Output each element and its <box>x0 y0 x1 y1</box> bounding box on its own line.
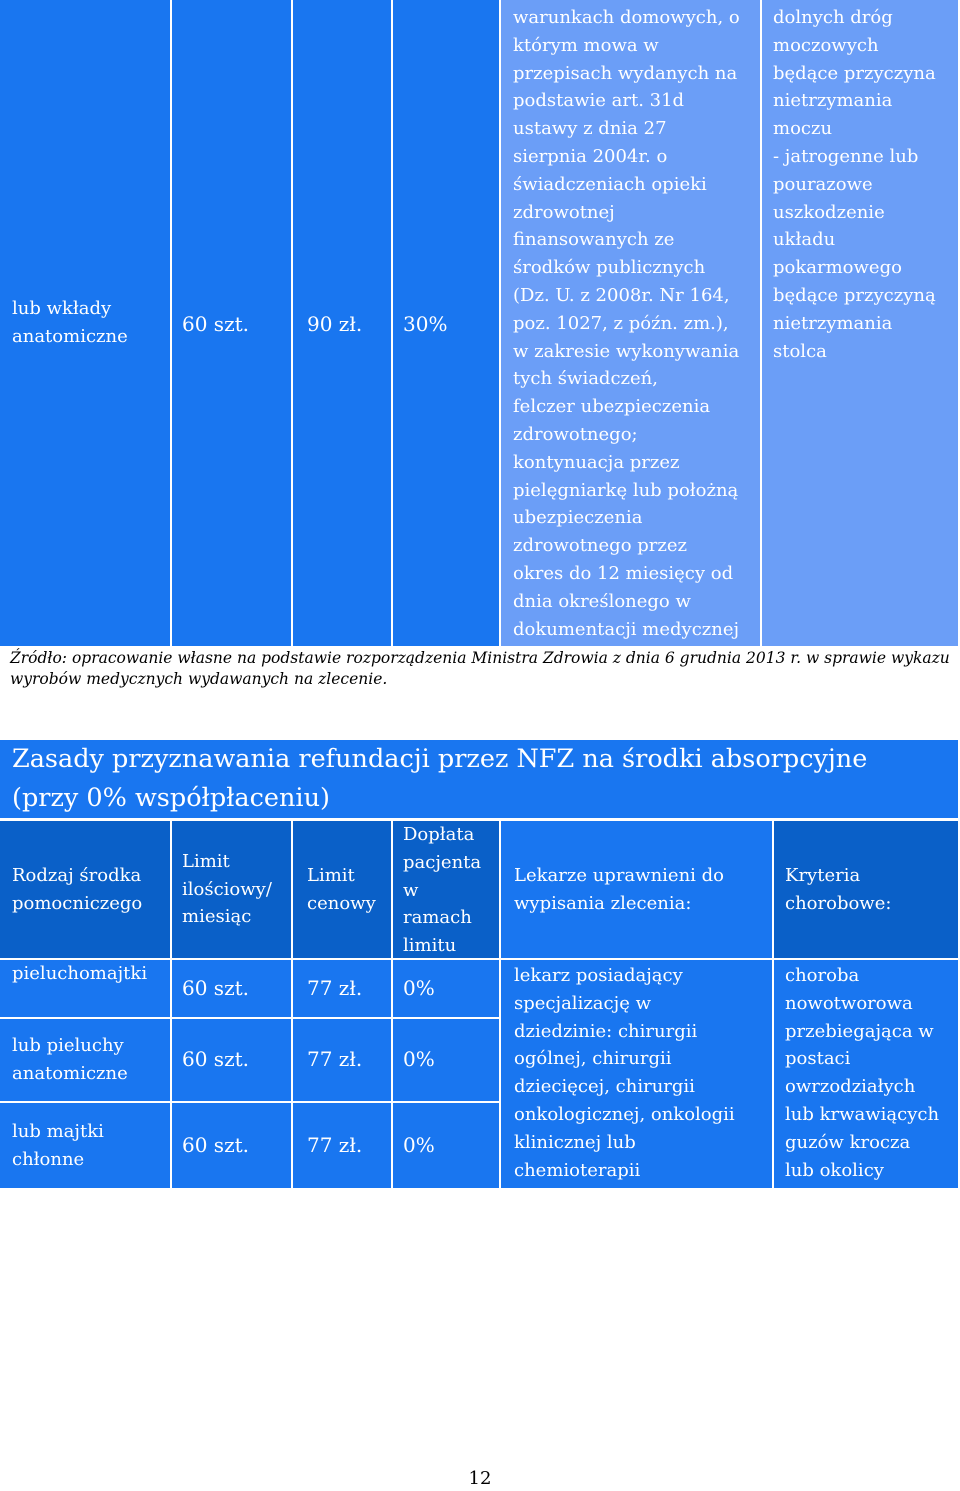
quantity-value: 60 szt. <box>182 975 250 1000</box>
price-value: 77 zł. <box>307 1132 363 1157</box>
source-note-line: Źródło: opracowanie własne na podstawie rozporządzenia Ministra Zdrowia z dnia 6 grudnia 2013 r. w sprawie wykazu <box>10 649 950 667</box>
header-price <box>293 821 391 958</box>
price-limit-cell <box>293 0 391 646</box>
text-line: pourazowe <box>773 173 873 195</box>
table-row-price <box>293 1019 391 1101</box>
text-line: uszkodzenie <box>773 201 885 223</box>
header-line: miesiąc <box>182 906 252 928</box>
header-criteria <box>774 821 958 958</box>
quantity-value: 60 szt. <box>182 1047 250 1072</box>
table-title <box>0 740 958 818</box>
text-line: warunkach domowych, o <box>513 7 740 28</box>
text-line: sierpnia 2004r. o <box>513 145 668 167</box>
header-line: ilościowy/ <box>182 878 272 900</box>
header-doctors <box>501 821 772 958</box>
copay-value: 0% <box>403 1132 435 1157</box>
criteria-cell <box>762 0 958 646</box>
header-line: pacjenta <box>403 851 482 873</box>
copay-cell <box>393 0 499 646</box>
header-line: pomocniczego <box>12 892 143 914</box>
text-line: klinicznej lub <box>514 1131 636 1153</box>
header-line: Kryteria <box>785 864 861 886</box>
copay-value: 0% <box>403 1047 435 1072</box>
text-line: moczu <box>773 118 833 140</box>
quantity-value: 60 szt. <box>182 1132 250 1157</box>
table-row-type <box>0 1103 170 1188</box>
table-row-price <box>293 960 391 1017</box>
text-line: dziedzinie: chirurgii <box>514 1020 698 1042</box>
text-line: pokarmowego <box>773 257 902 279</box>
text-line: dnia określonego w <box>513 590 691 612</box>
text-line: będące przyczyną <box>773 284 936 306</box>
header-line: Limit <box>307 864 355 886</box>
text-line: lub okolicy <box>785 1159 884 1181</box>
text-line: nietrzymania <box>773 312 893 334</box>
text-line: okres do 12 miesięcy od <box>513 562 734 584</box>
row-type-line: lub pieluchy <box>12 1035 124 1057</box>
type-line: lub wkłady <box>12 298 112 320</box>
doctors-cell <box>501 0 760 646</box>
table-title-line: Zasady przyznawania refundacji przez NFZ na środki absorpcyjne <box>12 744 868 774</box>
header-line: Rodzaj środka <box>12 864 142 886</box>
text-line: zdrowotnego; <box>513 423 638 445</box>
text-line: którym mowa w <box>513 34 659 56</box>
page-number: 12 <box>468 1468 492 1489</box>
table-row-quantity <box>172 1019 291 1101</box>
text-line: owrzodziałych <box>785 1076 916 1098</box>
text-line: (Dz. U. z 2008r. Nr 164, <box>513 284 730 306</box>
text-line: w zakresie wykonywania <box>513 340 740 362</box>
price-value: 77 zł. <box>307 1047 363 1072</box>
text-line: postaci <box>785 1048 851 1070</box>
row-type-line: lub majtki <box>12 1120 104 1142</box>
text-line: specjalizację w <box>514 992 651 1014</box>
text-line: - jatrogenne lub <box>773 145 919 167</box>
text-line: nietrzymania <box>773 90 893 112</box>
table-row-copay <box>393 960 499 1017</box>
copay-value: 30% <box>403 312 448 337</box>
table-row-type <box>0 960 170 1017</box>
header-line: wypisania zlecenia: <box>514 892 692 914</box>
text-line: guzów krocza <box>785 1131 911 1153</box>
text-line: moczowych <box>773 34 879 56</box>
header-line: chorobowe: <box>785 892 892 914</box>
text-line: poz. 1027, z późn. zm.), <box>513 312 729 334</box>
criteria-cell <box>774 960 958 1188</box>
text-line: zdrowotnej <box>513 201 615 223</box>
text-line: ustawy z dnia 27 <box>513 118 667 140</box>
source-note <box>10 648 954 690</box>
text-line: onkologicznej, onkologii <box>514 1103 735 1125</box>
table-row-price <box>293 1103 391 1188</box>
header-line: ramach <box>403 907 472 929</box>
criteria-text <box>773 4 958 365</box>
text-line: choroba <box>785 965 860 986</box>
table-row-copay <box>393 1019 499 1101</box>
header-line: limitu <box>403 935 457 957</box>
text-line: lekarz posiadający <box>514 965 683 986</box>
quantity-limit-cell <box>172 0 291 646</box>
text-line: stolca <box>773 340 827 362</box>
type-line: anatomiczne <box>12 326 128 347</box>
header-quantity <box>172 821 291 958</box>
text-line: świadczeniach opieki <box>513 173 707 195</box>
text-line: ubezpieczenia <box>513 507 643 529</box>
text-line: układu <box>773 229 836 251</box>
copay-value: 0% <box>403 975 435 1000</box>
text-line: tych świadczeń, <box>513 368 658 390</box>
text-line: kontynuacja przez <box>513 451 680 473</box>
text-line: chemioterapii <box>514 1159 641 1181</box>
text-line: środków publicznych <box>513 257 706 279</box>
quantity-limit-value: 60 szt. <box>182 312 250 337</box>
text-line: finansowanych ze <box>513 229 675 251</box>
text-line: dziecięcej, chirurgii <box>514 1076 695 1098</box>
table-row-quantity <box>172 960 291 1017</box>
type-cell <box>0 0 170 646</box>
header-line: w <box>403 879 419 901</box>
doctors-cell <box>501 960 772 1188</box>
source-note-line: wyrobów medycznych wydawanych na zlecenie. <box>10 670 388 688</box>
doctors-text <box>513 4 760 643</box>
header-type <box>0 821 170 958</box>
table-row-copay <box>393 1103 499 1188</box>
text-line: podstawie art. 31d <box>513 90 685 112</box>
text-line: zdrowotnego przez <box>513 535 687 557</box>
text-line: nowotworowa <box>785 992 913 1014</box>
header-line: cenowy <box>307 892 376 914</box>
text-line: pielęgniarkę lub położną <box>513 479 739 501</box>
text-line: ogólnej, chirurgii <box>514 1048 672 1070</box>
price-value: 77 zł. <box>307 975 363 1000</box>
header-line: Dopłata <box>403 824 475 845</box>
price-limit-value: 90 zł. <box>307 312 363 337</box>
row-type-line: pieluchomajtki <box>12 963 148 984</box>
text-line: dolnych dróg <box>773 7 893 28</box>
text-line: dokumentacji medycznej <box>513 618 740 640</box>
text-line: felczer ubezpieczenia <box>513 396 711 418</box>
text-line: przepisach wydanych na <box>513 62 738 84</box>
table-row-type <box>0 1019 170 1101</box>
text-line: przebiegająca w <box>785 1020 934 1042</box>
row-type-line: anatomiczne <box>12 1063 128 1084</box>
header-line: Lekarze uprawnieni do <box>514 864 724 886</box>
table-row-quantity <box>172 1103 291 1188</box>
header-copay <box>393 821 499 958</box>
text-line: lub krwawiących <box>785 1103 940 1125</box>
text-line: będące przyczyna <box>773 62 936 84</box>
row-type-line: chłonne <box>12 1148 85 1170</box>
header-line: Limit <box>182 850 230 872</box>
table-title-line: (przy 0% współpłaceniu) <box>12 783 330 813</box>
